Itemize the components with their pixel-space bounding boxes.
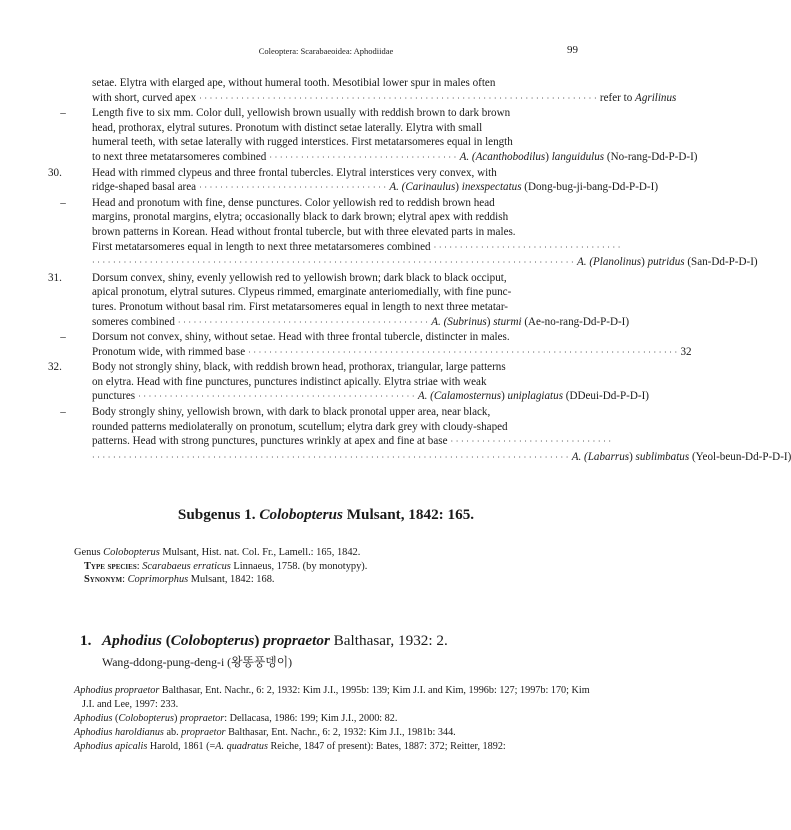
key-line: someres combined · · · · · · · · · · · · · · · · · · · · · · · · · · · · · · · · · · · · · · · · · · · · · · · · A. (Subrinus) sturmi (Ae-no-rang-Dd-P-D-I) (48, 315, 578, 331)
type-species-line: Type species: Scarabaeus erraticus Linnaeus, 1758. (by monotypy). (84, 560, 368, 572)
key-line: – Dorsum not convex, shiny, without setae. Head with three frontal tubercle, distincter in males. (60, 331, 510, 344)
running-header (0, 44, 652, 58)
korean-name: Wang-ddong-pung-deng-i (왕똥풍뎅이) (102, 655, 293, 669)
key-line: · · · · · · · · · · · · · · · · · · · · · · · · · · · · · · · · · · · · · · · · · · · · · · · · · · · · · · · · · · · · · · · · · · · · · · · · · · · · · · · · · · · · · · · · · · · · A. (Planolinus) putridus (San-Dd-P-D-I) (48, 255, 578, 271)
reference-item: Aphodius propraetor Balthasar, Ent. Nachr., 6: 2, 1932: Kim J.I., 1995b: 139; Kim J.I. and Kim, 1996b: 127; 1997b: 170; Kim J.I. and Lee, 1997: 233. (74, 685, 590, 710)
key-line: margins, pronotal margins, elytra; occasionally black to dark brown; elytral apex with reddish (92, 211, 509, 224)
genus-citation (74, 546, 594, 587)
leader-dots: · · · · · · · · · · · · · · · · · · · · · · · · · · · · · · · · · · · · · · · · · · · · · · · · (177, 317, 429, 327)
running-title: Coleoptera: Scarabaeoidea: Aphodiidae (258, 46, 394, 56)
species-heading: 1. Aphodius (Colobopterus) propraetor Balthasar, 1932: 2. Wang-ddong-pung-deng-i (왕똥풍뎅이) (80, 632, 600, 670)
key-line: patterns. Head with strong punctures, punctures wrinkly at apex and fine at base · · · · · · · · · · · · · · · · · · · · · · · · · · · · · · · (48, 434, 578, 450)
key-couplet-32: 32. Body not strongly shiny, black, with reddish brown head, prothorax, triangular, large patterns (48, 361, 506, 374)
reference-item: Aphodius haroldianus ab. propraetor Balthasar, Ent. Nachr., 6: 2, 1932: Kim J.I., 1981b: 344. (74, 727, 456, 738)
key-line: ridge-shaped basal area · · · · · · · · · · · · · · · · · · · · · · · · · · · · · · · · · · · · A. (Carinaulus) inexspectatus (Dong-bug-ji-bang-Dd-P-D-I) (48, 180, 578, 196)
synonym-line: Synonym: Coprimorphus Mulsant, 1842: 168. (84, 574, 275, 586)
key-line: on elytra. Head with fine punctures, punctures indistinct apically. Elytra striae with weak (92, 375, 487, 388)
synonymy-references (74, 684, 594, 754)
key-line: – Length five to six mm. Color dull, yellowish brown usually with reddish brown to dark brown (60, 107, 511, 120)
leader-dots: · · · · · · · · · · · · · · · · · · · · · · · · · · · · · · · · · · · · (433, 242, 621, 252)
key-line: First metatarsomeres equal in length to next three metatarsomeres combined · · · · · · · · · · · · · · · · · · · · · · · · · · · · · · · · · · · · (48, 240, 578, 256)
leader-dots: · · · · · · · · · · · · · · · · · · · · · · · · · · · · · · · · · · · · · · · · · · · · · · · · · · · · · · · · · · · · · · · · · · · · · · · · · · · · · · · · · · · · · · · · · · · (92, 452, 569, 462)
key-line: apical pronotum, elytral sutures. Clypeus rimmed, emarginate anteriomedially, with fine punc- (92, 286, 512, 299)
leader-dots: · · · · · · · · · · · · · · · · · · · · · · · · · · · · · · · · · · · · · · · · · · · · · · · · · · · · · · · · · · · · · · · · · · · · · · · · · · · · · · · · · · · · · · · · · · · · (92, 258, 574, 268)
reference-item: Aphodius apicalis Harold, 1861 (=A. quadratus Reiche, 1847 of present): Bates, 1887: 372; Reitter, 1892: (74, 741, 506, 752)
key-line: Pronotum wide, with rimmed base · · · · · · · · · · · · · · · · · · · · · · · · · · · · · · · · · · · · · · · · · · · · · · · · · · · · · · · · · · · · · · · · · · · · · · · · · · · · · · · · · · 32 (48, 345, 578, 361)
key-line: humeral teeth, with setae laterally with rugged interstices. First metatarsomeres equal in length (92, 136, 513, 149)
page-number: 99 (567, 44, 578, 56)
key-line: punctures · · · · · · · · · · · · · · · · · · · · · · · · · · · · · · · · · · · · · · · · · · · · · · · · · · · · · A. (Calamosternus) uniplagiatus (DDeui-Dd-P-D-I) (48, 389, 578, 405)
key-line: to next three metatarsomeres combined · · · · · · · · · · · · · · · · · · · · · · · · · · · · · · · · · · · · A. (Acanthobodilus) languidulus (No-rang-Dd-P-D-I) (48, 150, 578, 166)
key-line: rounded patterns mediolaterally on pronotum, scutellum; elytra dark grey with cloudy-shaped (92, 420, 508, 433)
subgenus-heading: Subgenus 1. Colobopterus Mulsant, 1842: 165. (177, 506, 475, 523)
leader-dots: · · · · · · · · · · · · · · · · · · · · · · · · · · · · · · · · · · · · (199, 183, 387, 193)
key-line: brown patterns in Korean. Head without frontal tubercle, but with three elevated parts in males. (92, 225, 516, 238)
leader-dots: · · · · · · · · · · · · · · · · · · · · · · · · · · · · · · · · · · · · · · · · · · · · · · · · · · · · · (138, 392, 415, 402)
key-couplet-30: 30. Head with rimmed clypeus and three frontal tubercles. Elytral interstices very convex, with (48, 166, 497, 179)
key-couplet-31: 31. Dorsum convex, shiny, evenly yellowish red to yellowish brown; dark black to black occiput, (48, 271, 507, 284)
leader-dots: · · · · · · · · · · · · · · · · · · · · · · · · · · · · · · · · · · · · · · · · · · · · · · · · · · · · · · · · · · · · · · · · · · · · · · · · · · · · (199, 93, 597, 103)
leader-dots: · · · · · · · · · · · · · · · · · · · · · · · · · · · · · · · (450, 437, 612, 447)
key-line: head, prothorax, elytral sutures. Pronotum with distinct setae laterally. Elytra with small (92, 121, 483, 134)
key-line: – Body strongly shiny, yellowish brown, with dark to black pronotal upper area, near black, (60, 406, 491, 419)
key-line: · · · · · · · · · · · · · · · · · · · · · · · · · · · · · · · · · · · · · · · · · · · · · · · · · · · · · · · · · · · · · · · · · · · · · · · · · · · · · · · · · · · · · · · · · · · A. (Labarrus) sublimbatus (Yeol-beun-Dd-P-D-I) (48, 450, 578, 466)
leader-dots: · · · · · · · · · · · · · · · · · · · · · · · · · · · · · · · · · · · · (269, 152, 457, 162)
key-line: tures. Pronotum without basal rim. First metatarsomeres equal in length to next three metatar- (92, 300, 508, 313)
leader-dots: · · · · · · · · · · · · · · · · · · · · · · · · · · · · · · · · · · · · · · · · · · · · · · · · · · · · · · · · · · · · · · · · · · · · · · · · · · · · · · · · · · (248, 347, 678, 357)
identification-key (48, 76, 791, 465)
key-line: – Head and pronotum with fine, dense punctures. Color yellowish red to reddish brown head (60, 196, 495, 209)
reference-item: Aphodius (Colobopterus) propraetor: Dellacasa, 1986: 199; Kim J.I., 2000: 82. (74, 713, 398, 724)
key-line: setae. Elytra with elarged ape, without humeral tooth. Mesotibial lower spur in males often (92, 77, 496, 89)
key-line: with short, curved apex · · · · · · · · · · · · · · · · · · · · · · · · · · · · · · · · · · · · · · · · · · · · · · · · · · · · · · · · · · · · · · · · · · · · · · · · · · · · refer to Agrilinus (48, 91, 578, 107)
genus-line: Genus Colobopterus Mulsant, Hist. nat. Col. Fr., Lamell.: 165, 1842. (74, 547, 361, 558)
